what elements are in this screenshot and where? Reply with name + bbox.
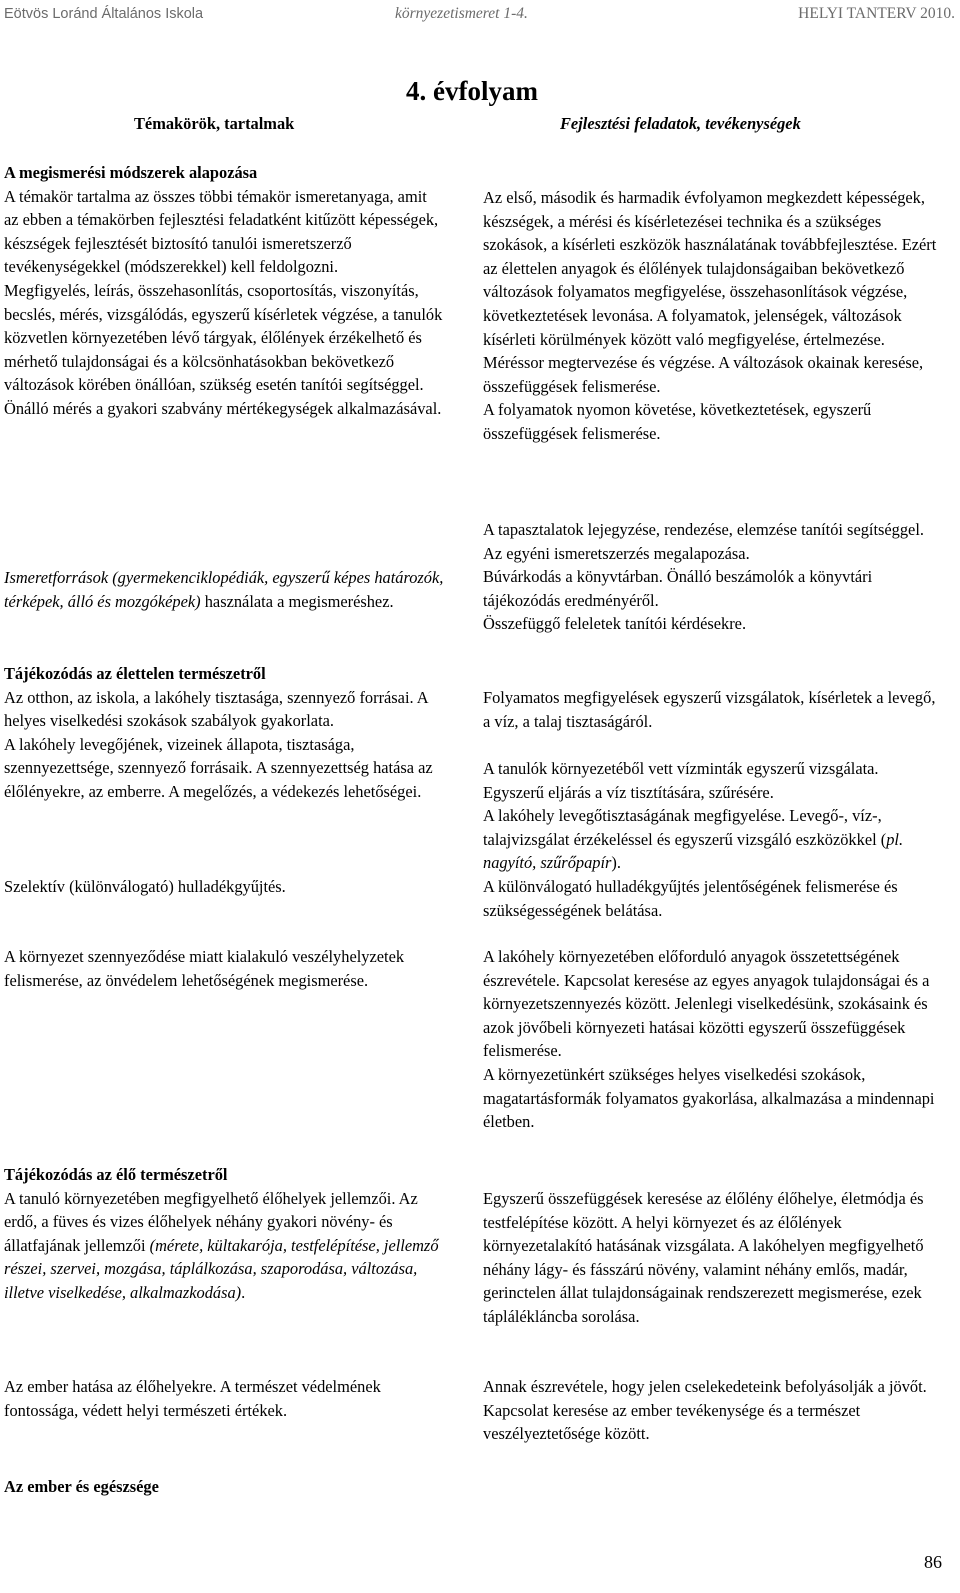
- right-column-title: Fejlesztési feladatok, tevékenységek: [560, 114, 801, 133]
- future-section: [483, 1375, 941, 1446]
- human-impact-paragraph: Az ember hatása az élőhelyekre. A természet védelmének fontossága, védett helyi természeti értékek.: [4, 1377, 381, 1420]
- sources-paragraph: [4, 566, 444, 613]
- skills-paragraph: Az első, második és harmadik évfolyamon megkezdett képességek, készségek, a mérési és kísérletezései technika és a szükséges szokások, a kísérleti eszközök használatának továbbfejlesztése. Ezért az élettelen anyagok és élőlények tulajdonságaiban bekövetkező változások folyamatos megfigyelése, összehasonlítások végzése, következtetések levonása. A folyamatok, jelenségek, változások kísérleti körülmények között való megfigyelése, értelmezése. Méréssor megtervezése és végzése. A változások okainak keresése, összefüggések felismerése.: [483, 188, 937, 396]
- methods-measurement: Önálló mérés a gyakori szabvány mértékegységek alkalmazásával.: [4, 398, 442, 418]
- behaviour-paragraph: A környezetünkért szükséges helyes viselkedési szokások, magatartásformák folyamatos gyakorlása, alkalmazása a mindennapi életben.: [483, 1064, 935, 1132]
- observations-paragraph: Folyamatos megfigyelések egyszerű vizsgálatok, kísérletek a levegő, a víz, a talaj tisztaságáról.: [483, 688, 936, 731]
- health-heading: Az ember és egészsége: [4, 1477, 159, 1496]
- living-habitats: [4, 1187, 444, 1305]
- living-section: [4, 1163, 444, 1305]
- left-column-title: Témakörök, tartalmak: [134, 114, 295, 133]
- page-header: [0, 3, 960, 25]
- sources-italic: Ismeretforrások (gyermekenciklopédiák, egyszerű képes határozók, térképek, álló és mozgóképek): [4, 568, 444, 611]
- skills-followup: A folyamatok nyomon követése, következtetések, egyszerű összefüggések felismerése.: [483, 400, 872, 443]
- observations-section: [483, 686, 941, 733]
- sources-section: [4, 566, 444, 613]
- knowledge-answers: Összefüggő feleletek tanítói kérdésekre.: [483, 614, 747, 634]
- knowledge-individual: Az egyéni ismeretszerzés megalapozása.: [483, 543, 750, 563]
- waste-paragraph: Szelektív (különválogató) hulladékgyűjtés.: [4, 877, 286, 896]
- nonliving-section: [4, 662, 444, 804]
- living-habitats-end: .: [241, 1282, 246, 1302]
- organisms-section: [483, 1187, 941, 1329]
- header-school: Eötvös Loránd Általános Iskola: [4, 6, 204, 22]
- hazard-section: [4, 945, 444, 992]
- water-samples: A tanulók környezetéből vett vízminták egyszerű vizsgálata. Egyszerű eljárás a víz tisztítására, szűrésére.: [483, 759, 879, 802]
- materials-section: [483, 945, 941, 1134]
- living-habitats-text: A tanuló környezetében megfigyelhető élőhelyek jellemzői. Az erdő, a füves és vizes élőhelyek néhány gyakori növény- és állatfajának jellemzői: [4, 1188, 418, 1255]
- air-cleanliness-text: A lakóhely levegőtisztaságának megfigyelése. Levegő-, víz-, talajvizsgálat érzékeléssel és egyszerű vizsgáló eszközökkel (: [483, 806, 887, 849]
- waste-section: [4, 875, 444, 899]
- methods-observation: Megfigyelés, leírás, összehasonlítás, csoportosítás, viszonyítás, becslés, mérés, vizsgálódás, egyszerű kísérletek végzése, a tanulók közvetlen környezetében lévő tárgyak, élőlények érzékelhető és mérhető tulajdonságai és a kölcsönhatásokban bekövetkező változások körében önállóan, szükség esetén tanítói segítséggel.: [4, 280, 443, 395]
- knowledge-library: Búvárkodás a könyvtárban. Önálló beszámolók a könyvtári tájékozódás eredményéről.: [483, 567, 873, 610]
- living-heading: Tájékozódás az élő természetről: [4, 1165, 228, 1184]
- water-air-section: [483, 757, 941, 922]
- organisms-paragraph: Egyszerű összefüggések keresése az élőlény élőhelye, életmódja és testfelépítése között. A helyi környezet és az élőlények környezetalakító hatásának vizsgálata. A lakóhelyen megfigyelhető néhány lágy- és fásszárú növény, valamint néhány emlős, madár, gerinctelen állat tulajdonságainak rendszerezett megismerése, ezek táplálékláncba sorolása.: [483, 1189, 924, 1326]
- knowledge-section: [483, 518, 941, 636]
- nonliving-cleanliness: Az otthon, az iskola, a lakóhely tisztasága, szennyező forrásai. A helyes viselkedési szokások szabályok gyakorlata.: [4, 687, 428, 731]
- living-habitats-italic: (mérete, kültakarója, testfelépítése, jellemző részei, szervei, mozgása, táplálkozása, szaporodása, változása, illetve viselkedése, alkalmazkodása): [4, 1235, 439, 1302]
- waste-importance: A különválogató hulladékgyűjtés jelentőségének felismerése és szükségességének belátása.: [483, 876, 898, 920]
- skills-section: [483, 186, 941, 446]
- header-subject: környezetismeret 1-4.: [395, 5, 528, 22]
- methods-intro: A témakör tartalma az összes többi témakör ismeretanyaga, amit az ebben a témakörben fejlesztési feladatként kitűzött képességek, készségek fejlesztését biztosító tanulói ismeretszerző tevékenységekkel (módszerekkel) kell feldolgozni.: [4, 186, 439, 277]
- methods-heading: A megismerési módszerek alapozása: [4, 163, 258, 182]
- grade-title: 4. évfolyam: [406, 76, 538, 106]
- sources-rest: használata a megismeréshez.: [204, 591, 394, 611]
- air-cleanliness: [483, 804, 941, 875]
- header-curriculum: HELYI TANTERV 2010.: [798, 5, 955, 22]
- knowledge-notes: A tapasztalatok lejegyzése, rendezése, elemzése tanítói segítséggel.: [483, 520, 924, 539]
- page-number: 86: [924, 1552, 942, 1572]
- nonliving-heading: Tájékozódás az élettelen természetről: [4, 664, 266, 683]
- future-paragraph: Annak észrevétele, hogy jelen cselekedeteink befolyásolják a jövőt. Kapcsolat keresése az ember tevékenysége és a természet veszélyeztetősége között.: [483, 1377, 927, 1444]
- air-cleanliness-tools: pl. nagyító, szűrőpapír: [483, 829, 904, 873]
- air-cleanliness-end: ).: [611, 853, 621, 873]
- human-impact-section: [4, 1375, 444, 1422]
- health-section: [4, 1475, 444, 1499]
- nonliving-pollution: A lakóhely levegőjének, vizeinek állapota, tisztasága, szennyezettsége, szennyező forrásaik. A szennyezettség hatása az élőlényekre, az emberre. A megelőzés, a védekezés lehetőségei.: [4, 734, 433, 801]
- hazard-paragraph: A környezet szennyeződése miatt kialakuló veszélyhelyzetek felismerése, az önvédelem lehetőségének megismerése.: [4, 947, 405, 990]
- materials-paragraph: A lakóhely környezetében előforduló anyagok összetettségének észrevétele. Kapcsolat keresése az egyes anyagok tulajdonságai és a környezetszennyezés között. Jelenlegi viselkedésünk, szokásaink és azok jövőbeli környezeti hatásai közötti egyszerű összefüggések felismerése.: [483, 947, 930, 1061]
- methods-section: [4, 161, 444, 421]
